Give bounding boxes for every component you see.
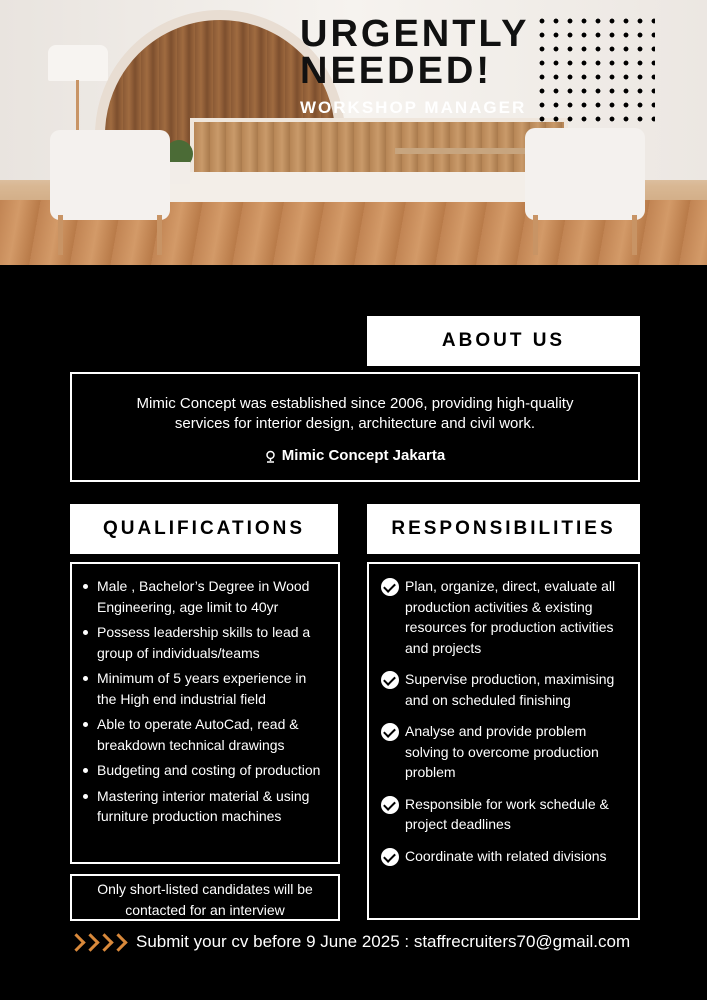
check-circle-icon	[381, 578, 399, 596]
responsibility-text: Plan, organize, direct, evaluate all production activities & existing resources for production activities and projects	[405, 578, 616, 656]
qualifications-box	[70, 562, 340, 864]
list-item	[381, 669, 630, 710]
submit-cta-text[interactable]: Submit your cv before 9 June 2025 : staffrecruiters70@gmail.com	[136, 932, 631, 951]
responsibility-text: Supervise production, maximising and on scheduled finishing	[405, 671, 615, 708]
check-circle-icon	[381, 796, 399, 814]
location-pin-icon	[265, 450, 276, 463]
dot-pattern	[535, 14, 655, 124]
submit-cta	[70, 932, 670, 952]
list-item	[381, 576, 630, 658]
plant-pot	[170, 162, 190, 184]
check-circle-icon	[381, 848, 399, 866]
floor-lamp	[48, 45, 108, 81]
list-item	[381, 721, 630, 783]
list-item: Able to operate AutoCad, read & breakdown technical drawings	[80, 714, 328, 755]
armchair-right	[525, 128, 645, 220]
location-label: Mimic Concept Jakarta	[281, 447, 446, 464]
armchair-left	[50, 130, 170, 220]
responsibility-text: Analyse and provide problem solving to overcome production problem	[405, 723, 599, 780]
interview-note: Only short-listed candidates will be contacted for an interview	[70, 874, 340, 921]
location	[265, 446, 445, 466]
check-circle-icon	[381, 723, 399, 741]
check-circle-icon	[381, 671, 399, 689]
position-title: WORKSHOP MANAGER	[300, 98, 527, 117]
list-item	[381, 794, 630, 835]
about-description: Mimic Concept was established since 2006, providing high-quality services for interior design, architecture and civil work.	[136, 395, 574, 432]
responsibilities-box	[367, 562, 640, 920]
headline: URGENTLY NEEDED!	[300, 13, 529, 92]
qualifications-heading: QUALIFICATIONS	[70, 504, 338, 554]
chevrons-right-icon	[70, 936, 126, 949]
list-item	[381, 846, 630, 867]
qualifications-list	[80, 576, 328, 827]
list-item: Mastering interior material & using furniture production machines	[80, 786, 328, 827]
list-item: Minimum of 5 years experience in the High end industrial field	[80, 668, 328, 709]
list-item: Budgeting and costing of production	[80, 760, 328, 781]
list-item: Male , Bachelor’s Degree in Wood Engineering, age limit to 40yr	[80, 576, 328, 617]
list-item: Possess leadership skills to lead a group of individuals/teams	[80, 622, 328, 663]
about-heading: ABOUT US	[367, 316, 640, 366]
responsibility-text: Responsible for work schedule & project deadlines	[405, 795, 609, 832]
about-box	[70, 372, 640, 482]
white-bench	[170, 172, 560, 202]
responsibilities-heading: RESPONSIBILITIES	[367, 504, 640, 554]
responsibility-text: Coordinate with related divisions	[405, 847, 607, 864]
